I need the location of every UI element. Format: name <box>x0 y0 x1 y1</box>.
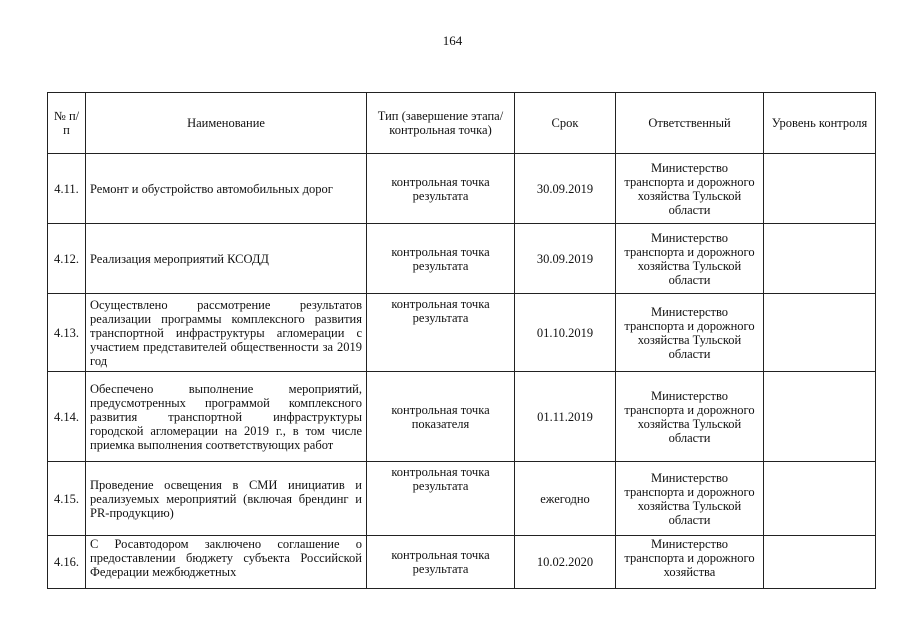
row-responsible: Министерство транспорта и дорожного хозяйства Тульской области <box>616 154 764 224</box>
row-responsible: Министерство транспорта и дорожного хозяйства Тульской области <box>616 462 764 536</box>
row-control <box>764 224 876 294</box>
table-row <box>48 294 876 372</box>
row-num: 4.11. <box>48 154 86 224</box>
header-type: Тип (завершение этапа/контрольная точка) <box>367 93 515 154</box>
row-type: контрольная точка показателя <box>367 372 515 462</box>
table-row <box>48 536 876 589</box>
table-row <box>48 224 876 294</box>
header-num: № п/п <box>48 93 86 154</box>
row-type: контрольная точка результата <box>367 224 515 294</box>
header-term: Срок <box>515 93 616 154</box>
row-term: 01.10.2019 <box>515 294 616 372</box>
page-number: 164 <box>442 33 463 48</box>
row-term: 10.02.2020 <box>515 536 616 589</box>
row-name: Реализация мероприятий КСОДД <box>86 224 367 294</box>
row-control <box>764 462 876 536</box>
row-type: контрольная точка результата <box>367 154 515 224</box>
row-control <box>764 372 876 462</box>
row-control <box>764 154 876 224</box>
row-name: С Росавтодором заключено соглашение о предоставлении бюджету субъекта Российской Федерации межбюджетных <box>86 536 367 589</box>
row-num: 4.16. <box>48 536 86 589</box>
table-row <box>48 462 876 536</box>
row-name: Ремонт и обустройство автомобильных дорог <box>86 154 367 224</box>
row-num: 4.15. <box>48 462 86 536</box>
row-name: Осуществлено рассмотрение результатов реализации программы комплексного развития транспортной инфраструктуры агломерации с участием представителей общественности за 2019 год <box>86 294 367 372</box>
row-type: контрольная точка результата <box>367 294 515 372</box>
table-header-row <box>48 93 876 154</box>
row-type: контрольная точка результата <box>367 462 515 536</box>
row-type: контрольная точка результата <box>367 536 515 589</box>
row-term: 01.11.2019 <box>515 372 616 462</box>
row-responsible: Министерство транспорта и дорожного хозяйства Тульской области <box>616 372 764 462</box>
header-name: Наименование <box>86 93 367 154</box>
row-num: 4.13. <box>48 294 86 372</box>
row-name: Обеспечено выполнение мероприятий, предусмотренных программой комплексного развития транспортной инфраструктуры городской агломерации на 2019 г., в том числе приемка выполнения соответствующих работ <box>86 372 367 462</box>
row-num: 4.14. <box>48 372 86 462</box>
row-num: 4.12. <box>48 224 86 294</box>
header-responsible: Ответственный <box>616 93 764 154</box>
row-term: 30.09.2019 <box>515 154 616 224</box>
table-row <box>48 154 876 224</box>
row-term: 30.09.2019 <box>515 224 616 294</box>
row-term: ежегодно <box>515 462 616 536</box>
header-control: Уровень контроля <box>764 93 876 154</box>
control-points-table <box>47 92 876 589</box>
row-control <box>764 536 876 589</box>
row-responsible: Министерство транспорта и дорожного хозяйства <box>616 536 764 589</box>
row-name: Проведение освещения в СМИ инициатив и реализуемых мероприятий (включая брендинг и PR-продукцию) <box>86 462 367 536</box>
row-responsible: Министерство транспорта и дорожного хозяйства Тульской области <box>616 294 764 372</box>
row-control <box>764 294 876 372</box>
table-row <box>48 372 876 462</box>
row-responsible: Министерство транспорта и дорожного хозяйства Тульской области <box>616 224 764 294</box>
